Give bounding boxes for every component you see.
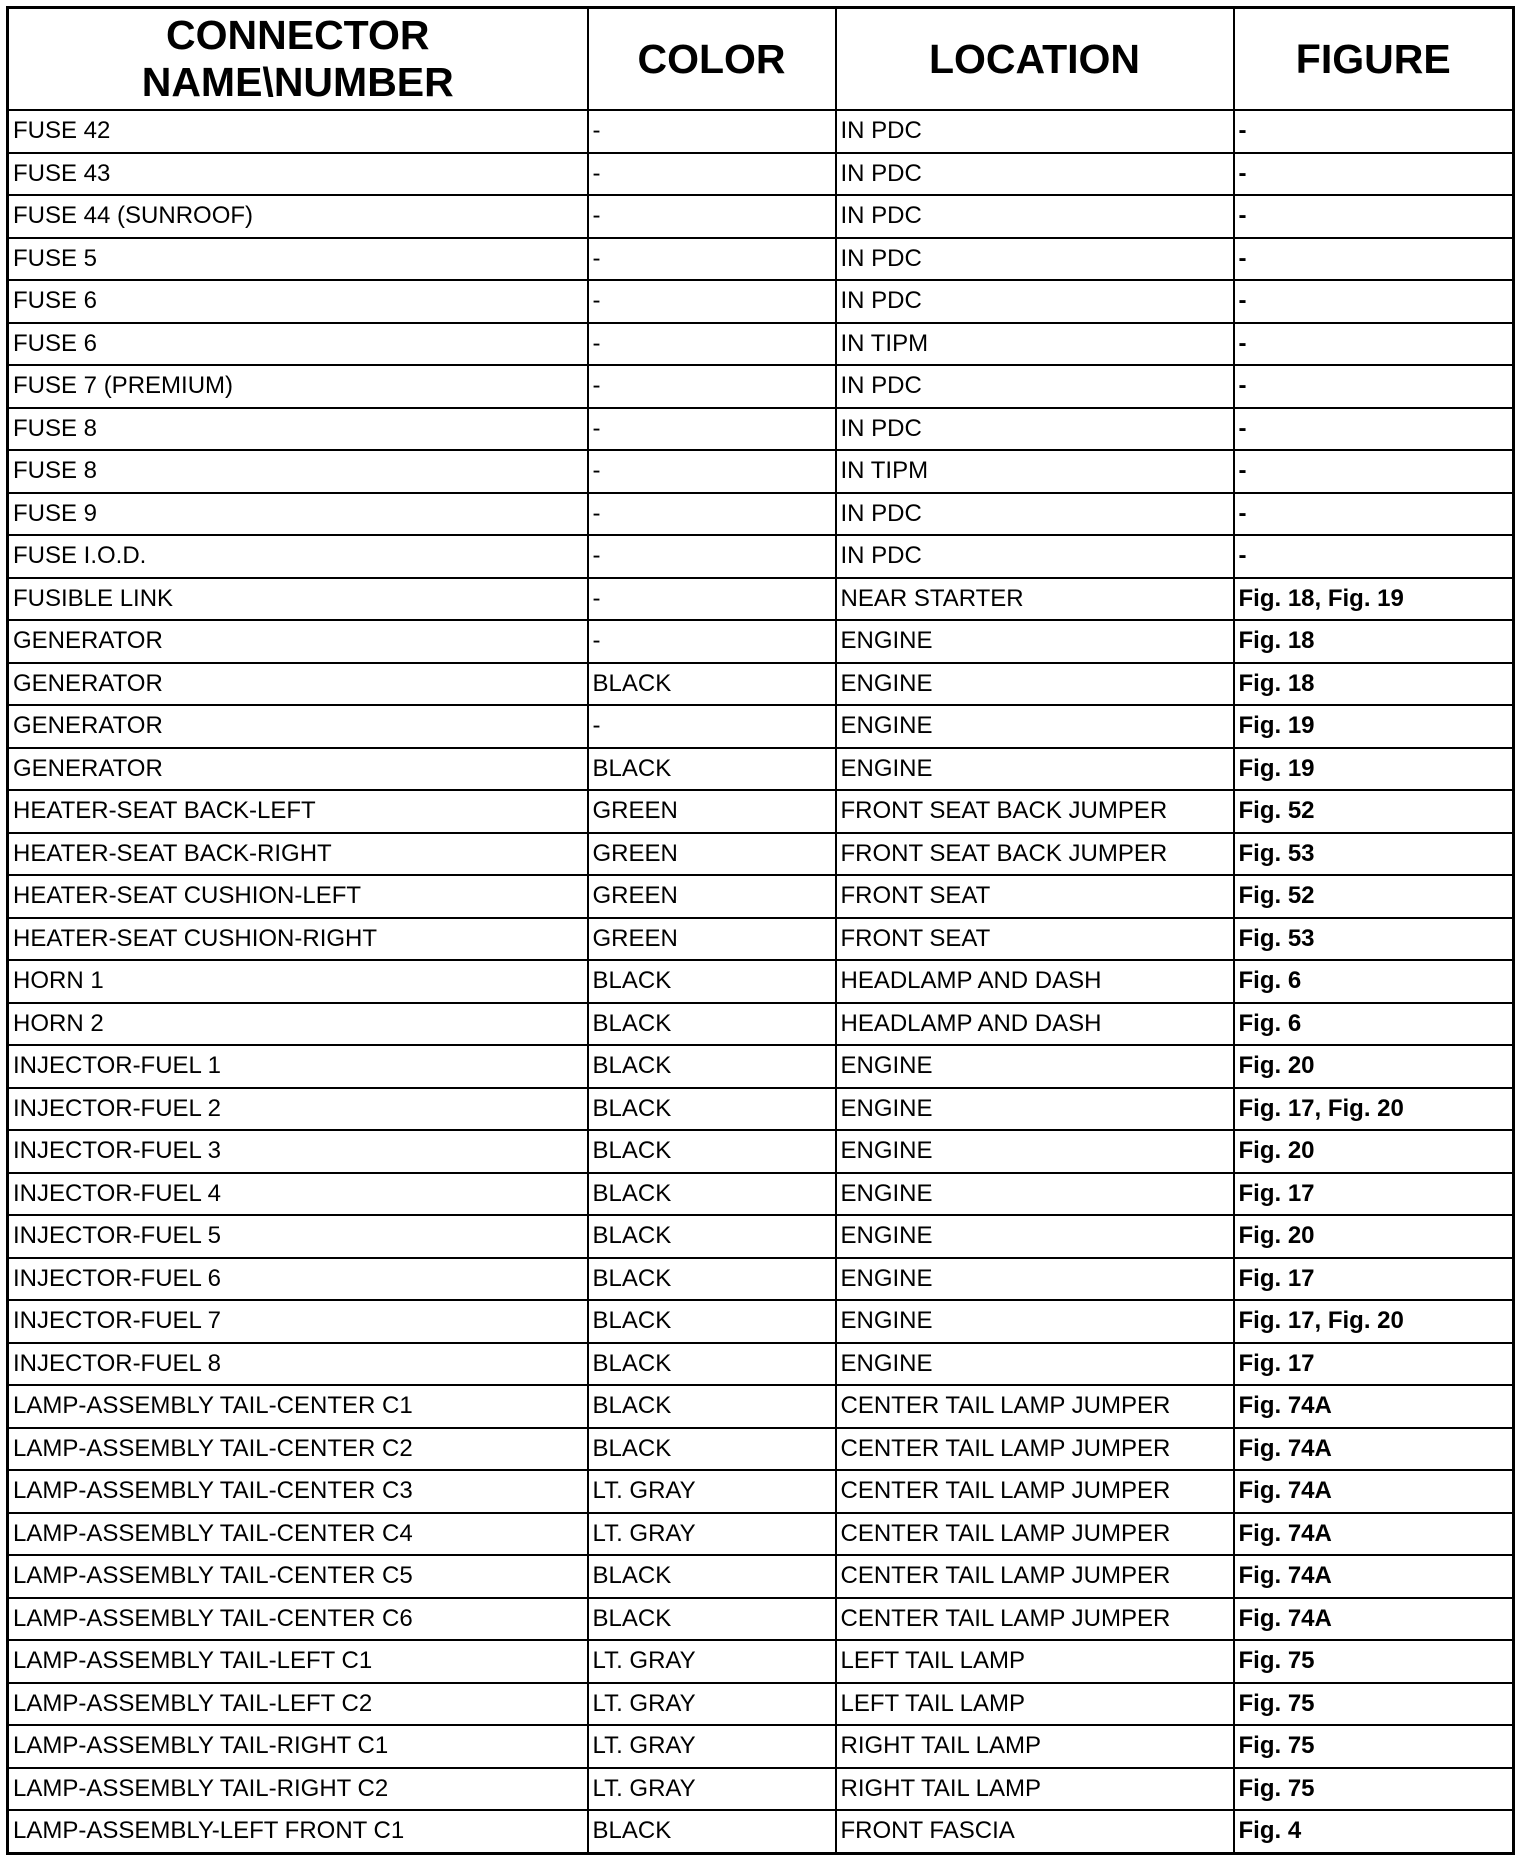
- color-cell: BLACK: [588, 1130, 836, 1173]
- location-cell: ENGINE: [836, 748, 1234, 791]
- color-cell: LT. GRAY: [588, 1725, 836, 1768]
- table-row: [8, 1215, 1514, 1258]
- connector-name-cell: LAMP-ASSEMBLY TAIL-CENTER C6: [8, 1598, 588, 1641]
- connector-name-cell: INJECTOR-FUEL 7: [8, 1300, 588, 1343]
- table-row: [8, 790, 1514, 833]
- table-row: [8, 1130, 1514, 1173]
- color-cell: LT. GRAY: [588, 1768, 836, 1811]
- figure-cell: Fig. 75: [1234, 1768, 1514, 1811]
- figure-cell: -: [1234, 238, 1514, 281]
- table-row: [8, 748, 1514, 791]
- table-row: [8, 1003, 1514, 1046]
- table-row: [8, 1173, 1514, 1216]
- table-row: [8, 1513, 1514, 1556]
- table-row: [8, 1640, 1514, 1683]
- connector-name-cell: FUSE 8: [8, 450, 588, 493]
- table-row: [8, 535, 1514, 578]
- location-cell: RIGHT TAIL LAMP: [836, 1768, 1234, 1811]
- location-cell: LEFT TAIL LAMP: [836, 1683, 1234, 1726]
- connector-name-cell: FUSE 5: [8, 238, 588, 281]
- figure-cell: Fig. 20: [1234, 1130, 1514, 1173]
- table-row: [8, 875, 1514, 918]
- location-cell: CENTER TAIL LAMP JUMPER: [836, 1598, 1234, 1641]
- color-cell: LT. GRAY: [588, 1513, 836, 1556]
- location-cell: FRONT FASCIA: [836, 1810, 1234, 1853]
- location-cell: IN PDC: [836, 110, 1234, 153]
- connector-name-cell: GENERATOR: [8, 620, 588, 663]
- location-cell: LEFT TAIL LAMP: [836, 1640, 1234, 1683]
- figure-cell: Fig. 74A: [1234, 1513, 1514, 1556]
- location-cell: ENGINE: [836, 1088, 1234, 1131]
- color-cell: BLACK: [588, 1088, 836, 1131]
- figure-cell: -: [1234, 535, 1514, 578]
- connector-name-cell: FUSE 9: [8, 493, 588, 536]
- color-cell: BLACK: [588, 1343, 836, 1386]
- figure-cell: Fig. 75: [1234, 1725, 1514, 1768]
- table-row: [8, 195, 1514, 238]
- color-cell: BLACK: [588, 1173, 836, 1216]
- connector-name-cell: FUSE 44 (SUNROOF): [8, 195, 588, 238]
- connector-name-cell: LAMP-ASSEMBLY TAIL-LEFT C1: [8, 1640, 588, 1683]
- connector-name-cell: LAMP-ASSEMBLY-LEFT FRONT C1: [8, 1810, 588, 1853]
- figure-cell: Fig. 18, Fig. 19: [1234, 578, 1514, 621]
- figure-cell: Fig. 75: [1234, 1640, 1514, 1683]
- color-cell: GREEN: [588, 790, 836, 833]
- table-row: [8, 238, 1514, 281]
- table-row: [8, 1385, 1514, 1428]
- figure-cell: -: [1234, 450, 1514, 493]
- connector-name-cell: LAMP-ASSEMBLY TAIL-CENTER C1: [8, 1385, 588, 1428]
- location-cell: ENGINE: [836, 1258, 1234, 1301]
- table-row: [8, 1555, 1514, 1598]
- location-cell: IN PDC: [836, 280, 1234, 323]
- table-body: [8, 110, 1514, 1853]
- connector-name-cell: LAMP-ASSEMBLY TAIL-CENTER C4: [8, 1513, 588, 1556]
- location-cell: ENGINE: [836, 1045, 1234, 1088]
- color-cell: -: [588, 280, 836, 323]
- figure-cell: Fig. 74A: [1234, 1598, 1514, 1641]
- location-cell: FRONT SEAT BACK JUMPER: [836, 790, 1234, 833]
- location-cell: CENTER TAIL LAMP JUMPER: [836, 1428, 1234, 1471]
- location-cell: IN TIPM: [836, 450, 1234, 493]
- connector-name-cell: LAMP-ASSEMBLY TAIL-CENTER C5: [8, 1555, 588, 1598]
- header-connector-name: CONNECTOR NAME\NUMBER: [8, 8, 588, 111]
- connector-name-cell: GENERATOR: [8, 705, 588, 748]
- location-cell: CENTER TAIL LAMP JUMPER: [836, 1385, 1234, 1428]
- connector-name-cell: HEATER-SEAT CUSHION-RIGHT: [8, 918, 588, 961]
- table-row: [8, 323, 1514, 366]
- connector-name-cell: GENERATOR: [8, 748, 588, 791]
- table-row: [8, 1258, 1514, 1301]
- location-cell: NEAR STARTER: [836, 578, 1234, 621]
- connector-name-cell: FUSE 6: [8, 280, 588, 323]
- figure-cell: -: [1234, 493, 1514, 536]
- color-cell: -: [588, 578, 836, 621]
- color-cell: -: [588, 195, 836, 238]
- table-row: [8, 280, 1514, 323]
- color-cell: GREEN: [588, 918, 836, 961]
- color-cell: -: [588, 705, 836, 748]
- table-row: [8, 1598, 1514, 1641]
- table-row: [8, 705, 1514, 748]
- table-row: [8, 408, 1514, 451]
- figure-cell: Fig. 20: [1234, 1215, 1514, 1258]
- location-cell: ENGINE: [836, 620, 1234, 663]
- header-row: [8, 8, 1514, 111]
- connector-name-cell: FUSE 7 (PREMIUM): [8, 365, 588, 408]
- color-cell: LT. GRAY: [588, 1683, 836, 1726]
- figure-cell: Fig. 20: [1234, 1045, 1514, 1088]
- location-cell: IN PDC: [836, 535, 1234, 578]
- figure-cell: Fig. 17: [1234, 1343, 1514, 1386]
- table-row: [8, 1470, 1514, 1513]
- figure-cell: Fig. 52: [1234, 875, 1514, 918]
- figure-cell: Fig. 6: [1234, 1003, 1514, 1046]
- table-row: [8, 1810, 1514, 1853]
- color-cell: BLACK: [588, 663, 836, 706]
- connector-name-cell: HORN 2: [8, 1003, 588, 1046]
- color-cell: BLACK: [588, 1258, 836, 1301]
- location-cell: IN PDC: [836, 238, 1234, 281]
- location-cell: RIGHT TAIL LAMP: [836, 1725, 1234, 1768]
- table-row: [8, 1428, 1514, 1471]
- location-cell: IN PDC: [836, 493, 1234, 536]
- connector-name-cell: LAMP-ASSEMBLY TAIL-CENTER C3: [8, 1470, 588, 1513]
- location-cell: HEADLAMP AND DASH: [836, 1003, 1234, 1046]
- table-row: [8, 833, 1514, 876]
- table-row: [8, 1343, 1514, 1386]
- figure-cell: -: [1234, 280, 1514, 323]
- table-row: [8, 1683, 1514, 1726]
- header-location: LOCATION: [836, 8, 1234, 111]
- table-row: [8, 365, 1514, 408]
- location-cell: IN PDC: [836, 408, 1234, 451]
- connector-name-cell: INJECTOR-FUEL 3: [8, 1130, 588, 1173]
- location-cell: ENGINE: [836, 705, 1234, 748]
- table-row: [8, 960, 1514, 1003]
- table-row: [8, 578, 1514, 621]
- color-cell: BLACK: [588, 1555, 836, 1598]
- figure-cell: Fig. 74A: [1234, 1428, 1514, 1471]
- connector-name-cell: HEATER-SEAT CUSHION-LEFT: [8, 875, 588, 918]
- connector-name-cell: LAMP-ASSEMBLY TAIL-LEFT C2: [8, 1683, 588, 1726]
- color-cell: BLACK: [588, 1215, 836, 1258]
- connector-name-cell: INJECTOR-FUEL 4: [8, 1173, 588, 1216]
- color-cell: -: [588, 450, 836, 493]
- location-cell: ENGINE: [836, 1300, 1234, 1343]
- table-row: [8, 110, 1514, 153]
- color-cell: -: [588, 110, 836, 153]
- color-cell: -: [588, 365, 836, 408]
- figure-cell: -: [1234, 153, 1514, 196]
- table-row: [8, 493, 1514, 536]
- connector-name-cell: FUSE 6: [8, 323, 588, 366]
- connector-name-cell: INJECTOR-FUEL 6: [8, 1258, 588, 1301]
- header-color: COLOR: [588, 8, 836, 111]
- figure-cell: Fig. 74A: [1234, 1385, 1514, 1428]
- figure-cell: Fig. 19: [1234, 748, 1514, 791]
- table-row: [8, 1725, 1514, 1768]
- color-cell: -: [588, 153, 836, 196]
- color-cell: BLACK: [588, 960, 836, 1003]
- connector-name-cell: INJECTOR-FUEL 8: [8, 1343, 588, 1386]
- header-figure: FIGURE: [1234, 8, 1514, 111]
- connector-name-cell: HEATER-SEAT BACK-LEFT: [8, 790, 588, 833]
- table-row: [8, 1768, 1514, 1811]
- table-row: [8, 1088, 1514, 1131]
- figure-cell: -: [1234, 323, 1514, 366]
- color-cell: -: [588, 493, 836, 536]
- connector-name-cell: GENERATOR: [8, 663, 588, 706]
- color-cell: -: [588, 620, 836, 663]
- connector-name-cell: FUSE 8: [8, 408, 588, 451]
- location-cell: FRONT SEAT: [836, 875, 1234, 918]
- color-cell: GREEN: [588, 875, 836, 918]
- color-cell: BLACK: [588, 1810, 836, 1853]
- connector-name-cell: LAMP-ASSEMBLY TAIL-RIGHT C2: [8, 1768, 588, 1811]
- color-cell: LT. GRAY: [588, 1640, 836, 1683]
- connector-name-cell: HEATER-SEAT BACK-RIGHT: [8, 833, 588, 876]
- figure-cell: -: [1234, 408, 1514, 451]
- color-cell: -: [588, 408, 836, 451]
- location-cell: FRONT SEAT: [836, 918, 1234, 961]
- connector-name-cell: LAMP-ASSEMBLY TAIL-RIGHT C1: [8, 1725, 588, 1768]
- color-cell: BLACK: [588, 1045, 836, 1088]
- connector-name-cell: FUSE 42: [8, 110, 588, 153]
- figure-cell: Fig. 74A: [1234, 1555, 1514, 1598]
- connector-name-cell: INJECTOR-FUEL 5: [8, 1215, 588, 1258]
- table-row: [8, 1045, 1514, 1088]
- connector-name-cell: HORN 1: [8, 960, 588, 1003]
- figure-cell: Fig. 4: [1234, 1810, 1514, 1853]
- figure-cell: -: [1234, 195, 1514, 238]
- location-cell: ENGINE: [836, 1173, 1234, 1216]
- figure-cell: Fig. 17: [1234, 1173, 1514, 1216]
- color-cell: BLACK: [588, 1598, 836, 1641]
- connector-name-cell: INJECTOR-FUEL 1: [8, 1045, 588, 1088]
- location-cell: ENGINE: [836, 1130, 1234, 1173]
- table-row: [8, 1300, 1514, 1343]
- figure-cell: Fig. 53: [1234, 918, 1514, 961]
- location-cell: IN PDC: [836, 365, 1234, 408]
- location-cell: ENGINE: [836, 1343, 1234, 1386]
- color-cell: -: [588, 323, 836, 366]
- location-cell: CENTER TAIL LAMP JUMPER: [836, 1513, 1234, 1556]
- connector-table: [6, 6, 1515, 1855]
- location-cell: IN PDC: [836, 153, 1234, 196]
- color-cell: GREEN: [588, 833, 836, 876]
- table-row: [8, 663, 1514, 706]
- figure-cell: -: [1234, 365, 1514, 408]
- table-row: [8, 918, 1514, 961]
- location-cell: HEADLAMP AND DASH: [836, 960, 1234, 1003]
- table-row: [8, 620, 1514, 663]
- location-cell: CENTER TAIL LAMP JUMPER: [836, 1555, 1234, 1598]
- figure-cell: Fig. 75: [1234, 1683, 1514, 1726]
- connector-name-cell: FUSE 43: [8, 153, 588, 196]
- figure-cell: Fig. 53: [1234, 833, 1514, 876]
- location-cell: CENTER TAIL LAMP JUMPER: [836, 1470, 1234, 1513]
- color-cell: -: [588, 535, 836, 578]
- color-cell: BLACK: [588, 1385, 836, 1428]
- figure-cell: Fig. 74A: [1234, 1470, 1514, 1513]
- connector-name-cell: FUSE I.O.D.: [8, 535, 588, 578]
- location-cell: ENGINE: [836, 663, 1234, 706]
- figure-cell: Fig. 19: [1234, 705, 1514, 748]
- connector-name-cell: INJECTOR-FUEL 2: [8, 1088, 588, 1131]
- table-row: [8, 450, 1514, 493]
- figure-cell: Fig. 17, Fig. 20: [1234, 1088, 1514, 1131]
- color-cell: BLACK: [588, 1428, 836, 1471]
- figure-cell: -: [1234, 110, 1514, 153]
- location-cell: IN PDC: [836, 195, 1234, 238]
- figure-cell: Fig. 52: [1234, 790, 1514, 833]
- location-cell: FRONT SEAT BACK JUMPER: [836, 833, 1234, 876]
- color-cell: LT. GRAY: [588, 1470, 836, 1513]
- table-row: [8, 153, 1514, 196]
- location-cell: ENGINE: [836, 1215, 1234, 1258]
- figure-cell: Fig. 6: [1234, 960, 1514, 1003]
- location-cell: IN TIPM: [836, 323, 1234, 366]
- color-cell: BLACK: [588, 1003, 836, 1046]
- color-cell: BLACK: [588, 748, 836, 791]
- figure-cell: Fig. 17: [1234, 1258, 1514, 1301]
- connector-name-cell: FUSIBLE LINK: [8, 578, 588, 621]
- color-cell: -: [588, 238, 836, 281]
- figure-cell: Fig. 18: [1234, 620, 1514, 663]
- figure-cell: Fig. 18: [1234, 663, 1514, 706]
- color-cell: BLACK: [588, 1300, 836, 1343]
- figure-cell: Fig. 17, Fig. 20: [1234, 1300, 1514, 1343]
- connector-name-cell: LAMP-ASSEMBLY TAIL-CENTER C2: [8, 1428, 588, 1471]
